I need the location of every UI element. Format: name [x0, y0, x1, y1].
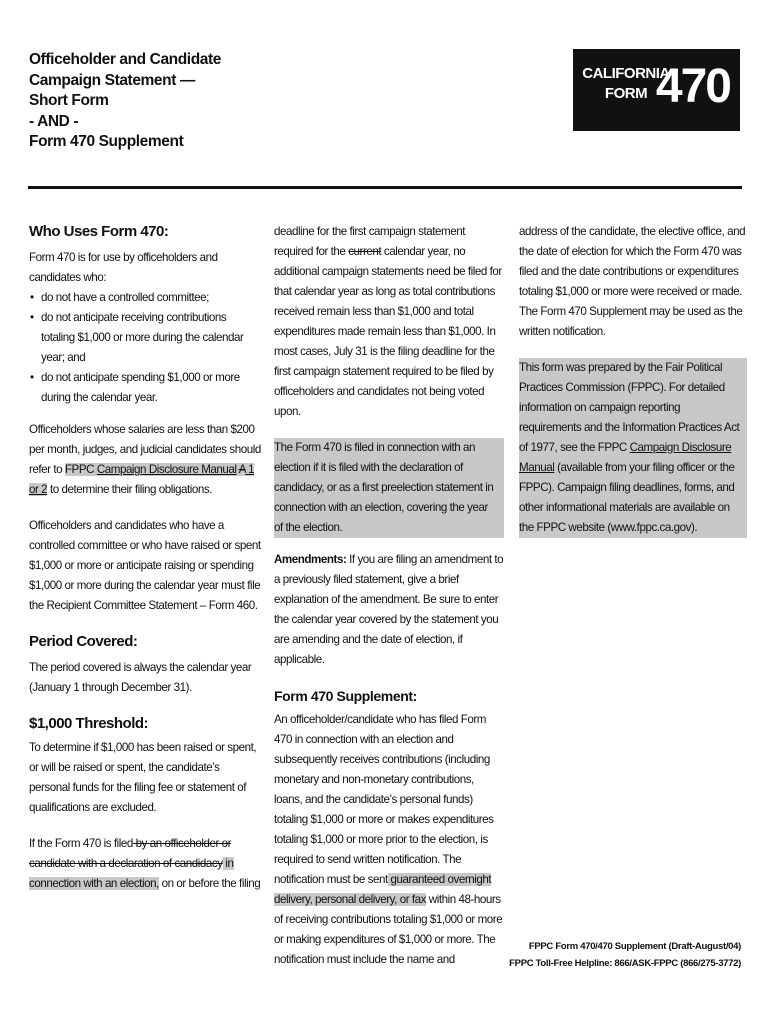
who-uses-list: [29, 288, 261, 408]
amendments-paragraph: Amendments: If you are filing an amendment to a previously filed statement, give a brief explanation of the amendment. Be sure to enter the calendar year covered by the statement you are amending and the date of election, if applicable.: [274, 553, 504, 666]
title-line: - AND -: [29, 112, 79, 130]
struck-current: current: [348, 245, 382, 258]
list-item: • do not have a controlled committee;: [29, 288, 261, 308]
page-footer: [509, 938, 741, 972]
form-number-box: [573, 49, 740, 131]
title-line: Officeholder and Candidate: [29, 51, 221, 68]
header-divider: [28, 186, 742, 189]
struck-text: by an officeholder or candidate with a declaration of candidacy: [29, 837, 232, 870]
salary-paragraph: Officeholders whose salaries are less than $200 per month, judges, and judicial candidates should refer to FPPC Campaign Disclosure Manual A 1 or 2 to determine their filing obligations.: [29, 423, 261, 496]
deadline-paragraph: deadline for the first campaign statement required for the current calendar year, no additional campaign statements need be filed for that calendar year as long as total contributions received remain less than $1,000 and total expenditures made remain less than $1,000. In most cases, July 31 is the filing deadline for the first campaign statement required to be filed by officeholders and candidates not being voted upon.: [274, 225, 502, 418]
title-line: Short Form: [29, 92, 109, 109]
page-title: [29, 50, 221, 153]
election-note-box: The Form 470 is filed in connection with an election if it is filed with the declaration of candidacy, or as a first preelection statement in connection with an election, covering the year of the election.: [274, 438, 504, 538]
struck-a: A: [238, 463, 246, 476]
manual-link[interactable]: Campaign Disclosure Manual: [519, 441, 732, 474]
column-1: [29, 222, 261, 894]
column-3: [519, 222, 747, 538]
title-line: Form 470 Supplement: [29, 133, 184, 150]
highlighted-text: in connection with an election,: [29, 857, 234, 890]
who-uses-heading: Who Uses Form 470:: [29, 223, 169, 240]
period-covered-heading: Period Covered:: [29, 633, 138, 650]
footer-form-version: FPPC Form 470/470 Supplement (Draft-August/04): [528, 941, 741, 952]
list-item: • do not anticipate spending $1,000 or more during the calendar year.: [29, 368, 261, 408]
amendments-label: Amendments:: [274, 553, 347, 566]
fppc-info-box: This form was prepared by the Fair Political Practices Commission (FPPC). For detailed information on campaign reporting requirements and the Information Practices Act of 1977, see the FPPC Campaign Disclosure Manual (available from your filing officer or the FPPC). Campaign filing deadlines, forms, and other informational materials are available on the FPPC website (www.fppc.ca.gov).: [519, 358, 747, 538]
threshold-paragraph: To determine if $1,000 has been raised or spent, or will be raised or spent, the candidate’s personal funds for the filing fee or statement of qualifications are excluded.: [29, 741, 257, 814]
form-word: FORM: [604, 85, 648, 102]
committee-paragraph: Officeholders and candidates who have a controlled committee or who have raised or spent $1,000 or more or anticipate raising or spending $1,000 or more during the calendar year must file the Recipient Committee Statement – Form 460.: [29, 519, 261, 612]
supplement-heading: Form 470 Supplement:: [274, 688, 417, 704]
filed-paragraph: If the Form 470 is filed by an officeholder or candidate with a declaration of candidacy in connection with an election, on or before the filing: [29, 837, 261, 890]
form-number: 470: [655, 60, 730, 113]
fppc-highlight: FPPC Campaign Disclosure Manual A 1 or 2: [29, 463, 255, 496]
list-item: • do not anticipate receiving contributions totaling $1,000 or more during the calendar year; and: [29, 308, 261, 368]
form-state: CALIFORNIA: [582, 65, 670, 82]
footer-helpline: FPPC Toll-Free Helpline: 866/ASK-FPPC (866/275-3772): [509, 958, 741, 969]
who-uses-intro: Form 470 is for use by officeholders and candidates who:: [29, 251, 218, 284]
delivery-highlight: guaranteed overnight delivery, personal delivery, or fax: [274, 873, 492, 906]
manual-link[interactable]: Campaign Disclosure Manual: [96, 463, 237, 476]
period-paragraph: The period covered is always the calendar year (January 1 through December 31).: [29, 661, 252, 694]
title-line: Campaign Statement —: [29, 71, 195, 89]
threshold-heading: $1,000 Threshold:: [29, 715, 149, 732]
notification-paragraph: address of the candidate, the elective office, and the date of election for which the Form 470 was filed and the date contributions or expenditures totaling $1,000 or more were received or made. The Form 470 Supplement may be used as the written notification.: [519, 225, 746, 338]
column-2: [274, 222, 504, 970]
supplement-paragraph: An officeholder/candidate who has filed Form 470 in connection with an election and subsequently receives contributions (including monetary and non-monetary contributions, loans, and the candidate’s personal funds) totaling $1,000 or more or makes expenditures totaling $1,000 or more prior to the election, is required to send written notification. The notification must be sent guaranteed overnight delivery, personal delivery, or fax within 48-hours of receiving contributions totaling $1,000 or more or making expenditures of $1,000 or more. The notification must include the name and: [274, 713, 503, 966]
